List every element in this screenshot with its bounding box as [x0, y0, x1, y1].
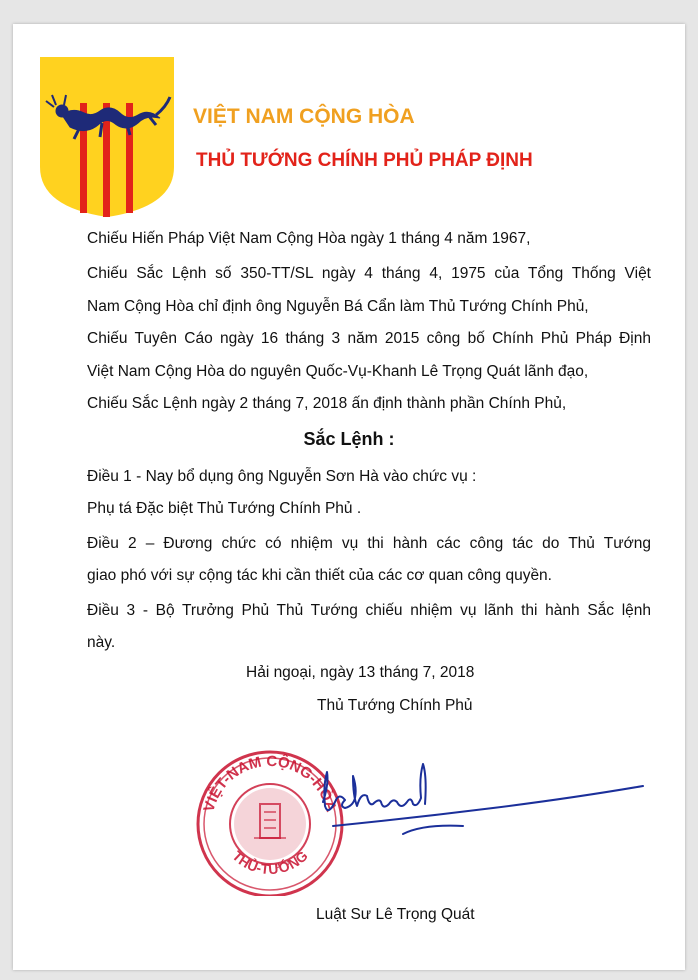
svg-text:VIỆT-NAM CỘNG-HÒA: VIỆT-NAM CỘNG-HÒA — [200, 752, 340, 814]
document-page — [13, 24, 685, 970]
country-title: VIỆT NAM CỘNG HÒA — [193, 105, 415, 128]
article-line: Điều 3 - Bộ Trưởng Phủ Thủ Tướng chiếu nhiệm vụ lãnh thi hành Sắc lệnh — [87, 602, 651, 619]
article-line: này. — [87, 634, 116, 651]
decree-title: Sắc Lệnh : — [303, 429, 395, 449]
article-line: Điều 1 - Nay bổ dụng ông Nguyễn Sơn Hà vào chức vụ : — [87, 468, 477, 485]
dragon-flag-emblem-icon — [40, 57, 174, 217]
preamble-line: Chiếu Hiến Pháp Việt Nam Cộng Hòa ngày 1 tháng 4 năm 1967, — [87, 230, 531, 247]
place-date: Hải ngoại, ngày 13 tháng 7, 2018 — [246, 664, 475, 681]
preamble-line: Việt Nam Cộng Hòa do nguyên Quốc-Vụ-Khanh Lê Trọng Quát lãnh đạo, — [87, 363, 589, 380]
signatory-name: Luật Sư Lê Trọng Quát — [316, 906, 475, 923]
article-line: Phụ tá Đặc biệt Thủ Tướng Chính Phủ . — [87, 500, 362, 517]
preamble-line: Nam Cộng Hòa chỉ định ông Nguyễn Bá Cẩn làm Thủ Tướng Chính Phủ, — [87, 298, 589, 315]
handwritten-signature-icon — [313, 752, 653, 847]
article-line: giao phó với sự cộng tác khi cần thiết của các cơ quan công quyền. — [87, 567, 552, 584]
preamble-line: Chiếu Sắc Lệnh số 350-TT/SL ngày 4 tháng 4, 1975 của Tổng Thống Việt — [87, 265, 651, 282]
svg-text:THỦ-TƯỚNG: THỦ-TƯỚNG — [229, 847, 311, 878]
signatory-title: Thủ Tướng Chính Phủ — [317, 697, 473, 714]
office-title: THỦ TƯỚNG CHÍNH PHỦ PHÁP ĐỊNH — [196, 150, 533, 171]
preamble-line: Chiếu Sắc Lệnh ngày 2 tháng 7, 2018 ấn định thành phần Chính Phủ, — [87, 395, 567, 412]
preamble-line: Chiếu Tuyên Cáo ngày 16 tháng 3 năm 2015 công bố Chính Phủ Pháp Định — [87, 330, 651, 347]
article-line: Điều 2 – Đương chức có nhiệm vụ thi hành các công tác do Thủ Tướng — [87, 535, 651, 552]
